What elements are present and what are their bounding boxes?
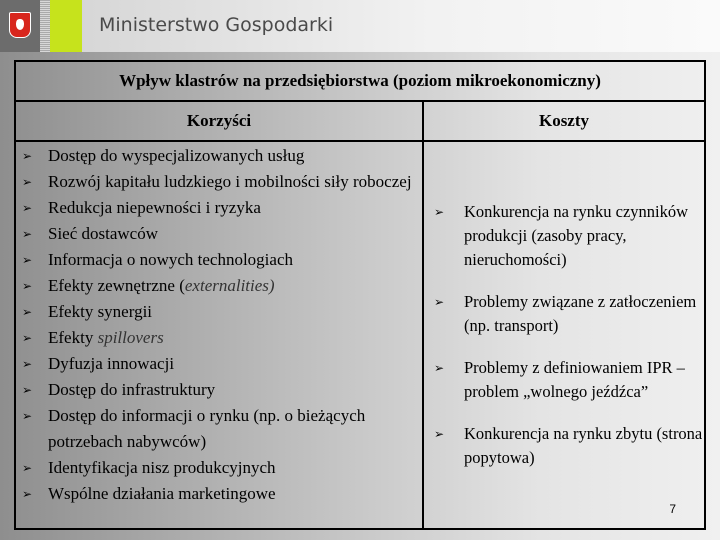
benefit-text: Dostęp do infrastruktury [48, 380, 216, 399]
cost-item: ➢ Konkurencja na rynku zbytu (strona popytowa) [424, 422, 704, 470]
impact-table [14, 60, 706, 530]
benefits-cell [15, 141, 423, 529]
benefit-item [16, 273, 422, 299]
cost-item: ➢ Problemy z definiowaniem IPR – problem „wolnego jeźdźca” [424, 356, 704, 404]
benefit-item [16, 325, 422, 351]
benefit-text: Sieć dostawców [48, 224, 159, 243]
benefit-text: Dostęp do informacji o rynku (np. o bieżących potrzebach nabywców) [48, 406, 366, 451]
benefit-item [16, 377, 422, 403]
benefit-text: Efekty zewnętrzne ( [48, 276, 185, 295]
benefit-item [16, 169, 422, 195]
benefit-item [16, 143, 422, 169]
logo [0, 0, 40, 52]
cost-item: ➢ Problemy związane z zatłoczeniem (np. transport) [424, 290, 704, 338]
benefit-text: Informacja o nowych technologiach [48, 250, 293, 269]
benefit-italic: spillovers [97, 328, 164, 347]
benefit-text: Dyfuzja innowacji [48, 354, 175, 373]
benefit-text: Dostęp do wyspecjalizowanych usług [48, 146, 305, 165]
benefit-item [16, 403, 422, 455]
benefit-text: Efekty synergii [48, 302, 153, 321]
column-header-benefits: Korzyści [15, 101, 423, 141]
benefit-item [16, 299, 422, 325]
benefit-item [16, 455, 422, 481]
column-header-costs: Koszty [423, 101, 705, 141]
benefit-item [16, 247, 422, 273]
benefit-text: Efekty [48, 328, 98, 347]
header-bar [0, 0, 720, 52]
benefit-text: Redukcja niepewności i ryzyka [48, 198, 261, 217]
benefits-list [16, 143, 422, 507]
decorative-lime-band [50, 0, 82, 52]
eagle-crest-icon [9, 12, 31, 38]
benefit-item [16, 351, 422, 377]
benefit-item [16, 221, 422, 247]
benefit-item [16, 195, 422, 221]
benefit-item [16, 481, 422, 507]
costs-cell [423, 141, 705, 529]
table-title: Wpływ klastrów na przedsiębiorstwa (poziom mikroekonomiczny) [15, 61, 705, 101]
page-number: 7 [669, 502, 676, 516]
decorative-stripes [40, 0, 50, 52]
benefit-text: Identyfikacja nisz produkcyjnych [48, 458, 276, 477]
costs-list [424, 200, 704, 470]
benefit-text: Rozwój kapitału ludzkiego i mobilności siły roboczej [48, 172, 412, 191]
benefit-italic: externalities) [184, 276, 275, 295]
benefit-text: Wspólne działania marketingowe [48, 484, 276, 503]
ministry-name: Ministerstwo Gospodarki [99, 14, 334, 36]
cost-item: ➢ Konkurencja na rynku czynników produkcji (zasoby pracy, nieruchomości) [424, 200, 704, 272]
